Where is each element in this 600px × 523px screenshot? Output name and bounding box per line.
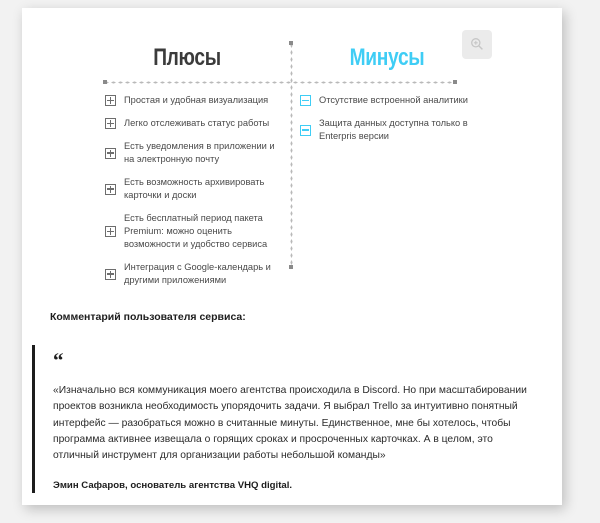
divider-cap-right bbox=[453, 80, 457, 84]
list-item bbox=[300, 94, 485, 107]
user-comment-blockquote bbox=[32, 345, 537, 493]
list-item bbox=[105, 261, 285, 287]
divider-cap-left bbox=[103, 80, 107, 84]
quote-mark-icon: “ bbox=[53, 348, 65, 372]
plus-square-icon bbox=[105, 184, 116, 195]
list-item-label: Есть уведомления в приложении и на электронную почту bbox=[124, 141, 275, 164]
vertical-divider-cap-top bbox=[289, 41, 293, 45]
cons-list bbox=[300, 94, 485, 153]
plus-square-icon bbox=[105, 148, 116, 159]
cons-column-heading: Минусы bbox=[349, 44, 425, 71]
list-item-label: Защита данных доступна только в Enterpris версии bbox=[319, 118, 468, 141]
plus-square-icon bbox=[105, 118, 116, 129]
list-item-label: Простая и удобная визуализация bbox=[124, 95, 269, 105]
comment-author: Эмин Сафаров, основатель агентства VHQ digital. bbox=[53, 480, 293, 492]
list-item bbox=[105, 212, 285, 251]
list-item-label: Интеграция с Google-календарь и другими приложениями bbox=[124, 262, 271, 285]
plus-square-icon bbox=[105, 95, 116, 106]
list-item bbox=[105, 117, 285, 130]
comment-section-title: Комментарий пользователя сервиса: bbox=[50, 311, 246, 323]
list-item bbox=[105, 176, 285, 202]
list-item bbox=[300, 117, 485, 143]
list-item-label: Есть бесплатный период пакета Premium: можно оценить возможности и удобство сервиса bbox=[124, 213, 268, 249]
vertical-divider-cap-bottom bbox=[289, 265, 293, 269]
list-item-label: Легко отслеживать статус работы bbox=[124, 118, 270, 128]
pros-column-heading: Плюсы bbox=[153, 44, 221, 71]
vertical-dotted-divider bbox=[290, 42, 293, 268]
pros-list bbox=[105, 94, 285, 297]
comment-body: «Изначально вся коммуникация моего агентства происходила в Discord. Но при масштабировании проектов возникла необходимость упорядочить задачи. Я выбрал Trello за интуитивно понятный интерфейс — разобраться можно в считанные минуты. Единственное, мне бы хотелось, чтобы программа активнее извещала о горящих сроках и просроченных карточках. А в целом, это отличный инструмент для организации работы небольшой команды» bbox=[53, 385, 527, 462]
list-item bbox=[105, 140, 285, 166]
plus-square-icon bbox=[105, 269, 116, 280]
horizontal-dotted-divider bbox=[103, 81, 457, 84]
list-item-label: Отсутствие встроенной аналитики bbox=[319, 95, 468, 105]
list-item bbox=[105, 94, 285, 107]
zoom-in-button[interactable] bbox=[462, 30, 492, 59]
page-card bbox=[22, 8, 562, 505]
minus-square-icon bbox=[300, 95, 311, 106]
pros-cons-comparison bbox=[22, 8, 562, 285]
list-item-label: Есть возможность архивировать карточки и доски bbox=[124, 177, 265, 200]
plus-square-icon bbox=[105, 226, 116, 237]
minus-square-icon bbox=[300, 125, 311, 136]
